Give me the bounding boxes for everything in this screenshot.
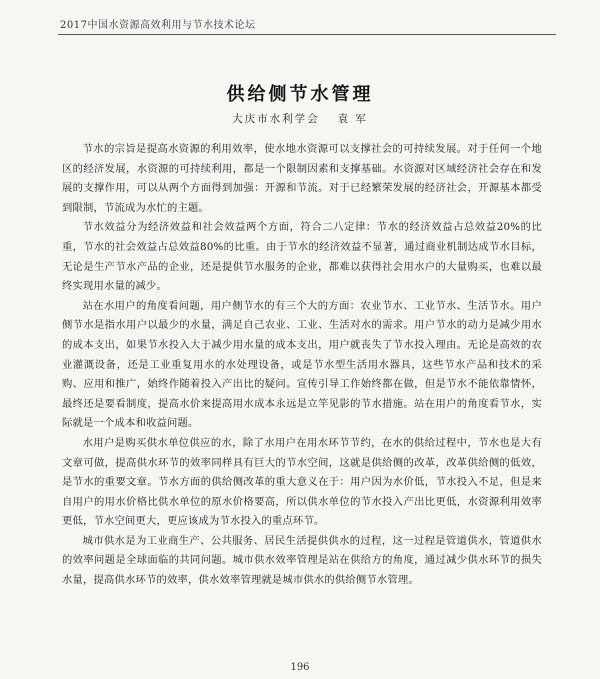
paragraph: 水用户是购买供水单位供应的水，除了水用户在用水环节节约，在水的供给过程中，节水也是大有文章可做，提高供水环节的效率同样具有巨大的节水空间，这就是供给侧的改革，改革供给侧的低效，是节水的重要文章。节水方面的供给侧改革的重大意义在于：用户因为水价低，节水投入不足，但是来自用户的用水价格比供水单位的原水价格要高，所以供水单位的节水投入产出比更低，水资源利用效率更低，节水空间更大，更应该成为节水投入的重点环节。 <box>62 436 542 528</box>
header-rule <box>58 34 556 35</box>
byline <box>0 111 600 126</box>
paragraph: 城市供水是为工业商生产、公共服务、居民生活提供供水的过程，这一过程是管道供水，管道供水的效率问题是全球面临的共同问题。城市供水效率管理是站在供给方的角度，通过减少供水环节的损失水量，提高供水环节的效率，供水效率管理就是城市供水的供给侧节水管理。 <box>62 534 542 587</box>
author-name: 袁 军 <box>337 113 368 125</box>
paragraph: 节水的宗旨是提高水资源的利用效率，使水地水资源可以支撑社会的可持续发展。对于任何一个地区的经济发展，水资源的可持续利用，都是一个限制因素和支撑基础。水资源对区域经济社会存在和发展的支撑作用，可以从两个方面得到加强：开源和节流。对于已经繁荣发展的经济社会，开源基本都受到限制，节流成为水忙的主题。 <box>62 143 542 214</box>
author-affiliation: 大庆市水利学会 <box>232 113 320 125</box>
paragraph: 站在水用户的角度看问题，用户侧节水的有三个大的方面：农业节水、工业节水、生活节水。用户侧节水是指水用户以最少的水量，满足自己农业、工业、生活对水的需求。用户节水的动力是减少用水的成本支出，如果节水投入大于减少用水量的成本支出，用户就丧失了节水投入理由。无论是高效的农业灌溉设备，还是工业重复用水的水处理设备，或是节水型生活用水器具，这些节水产品和技术的采购、应用和推广，始终作随着投入产出比的疑问。宣传引导工作始终都在做，但是节水不能依靠情怀，最终还是要看制度，提高水价来提高用水成本永远是立竿见影的节水措施。站在用户的角度看节水，实际就是一个成本和收益问题。 <box>62 299 542 430</box>
paragraph: 节水效益分为经济效益和社会效益两个方面，符合二八定律：节水的经济效益占总效益20%的比重，节水的社会效益占总效益80%的比重。由于节水的经济效益不显著，通过商业机制达成节水目标，无论是生产节水产品的企业，还是提供节水服务的企业，都难以获得社会用水户的大量购买，也难以最终实现用水量的减少。 <box>62 221 542 293</box>
article-body <box>62 140 542 591</box>
running-header: 2017中国水资源高效利用与节水技术论坛 <box>60 20 256 31</box>
page-number: 196 <box>290 662 310 673</box>
article-title: 供给侧节水管理 <box>226 84 374 105</box>
